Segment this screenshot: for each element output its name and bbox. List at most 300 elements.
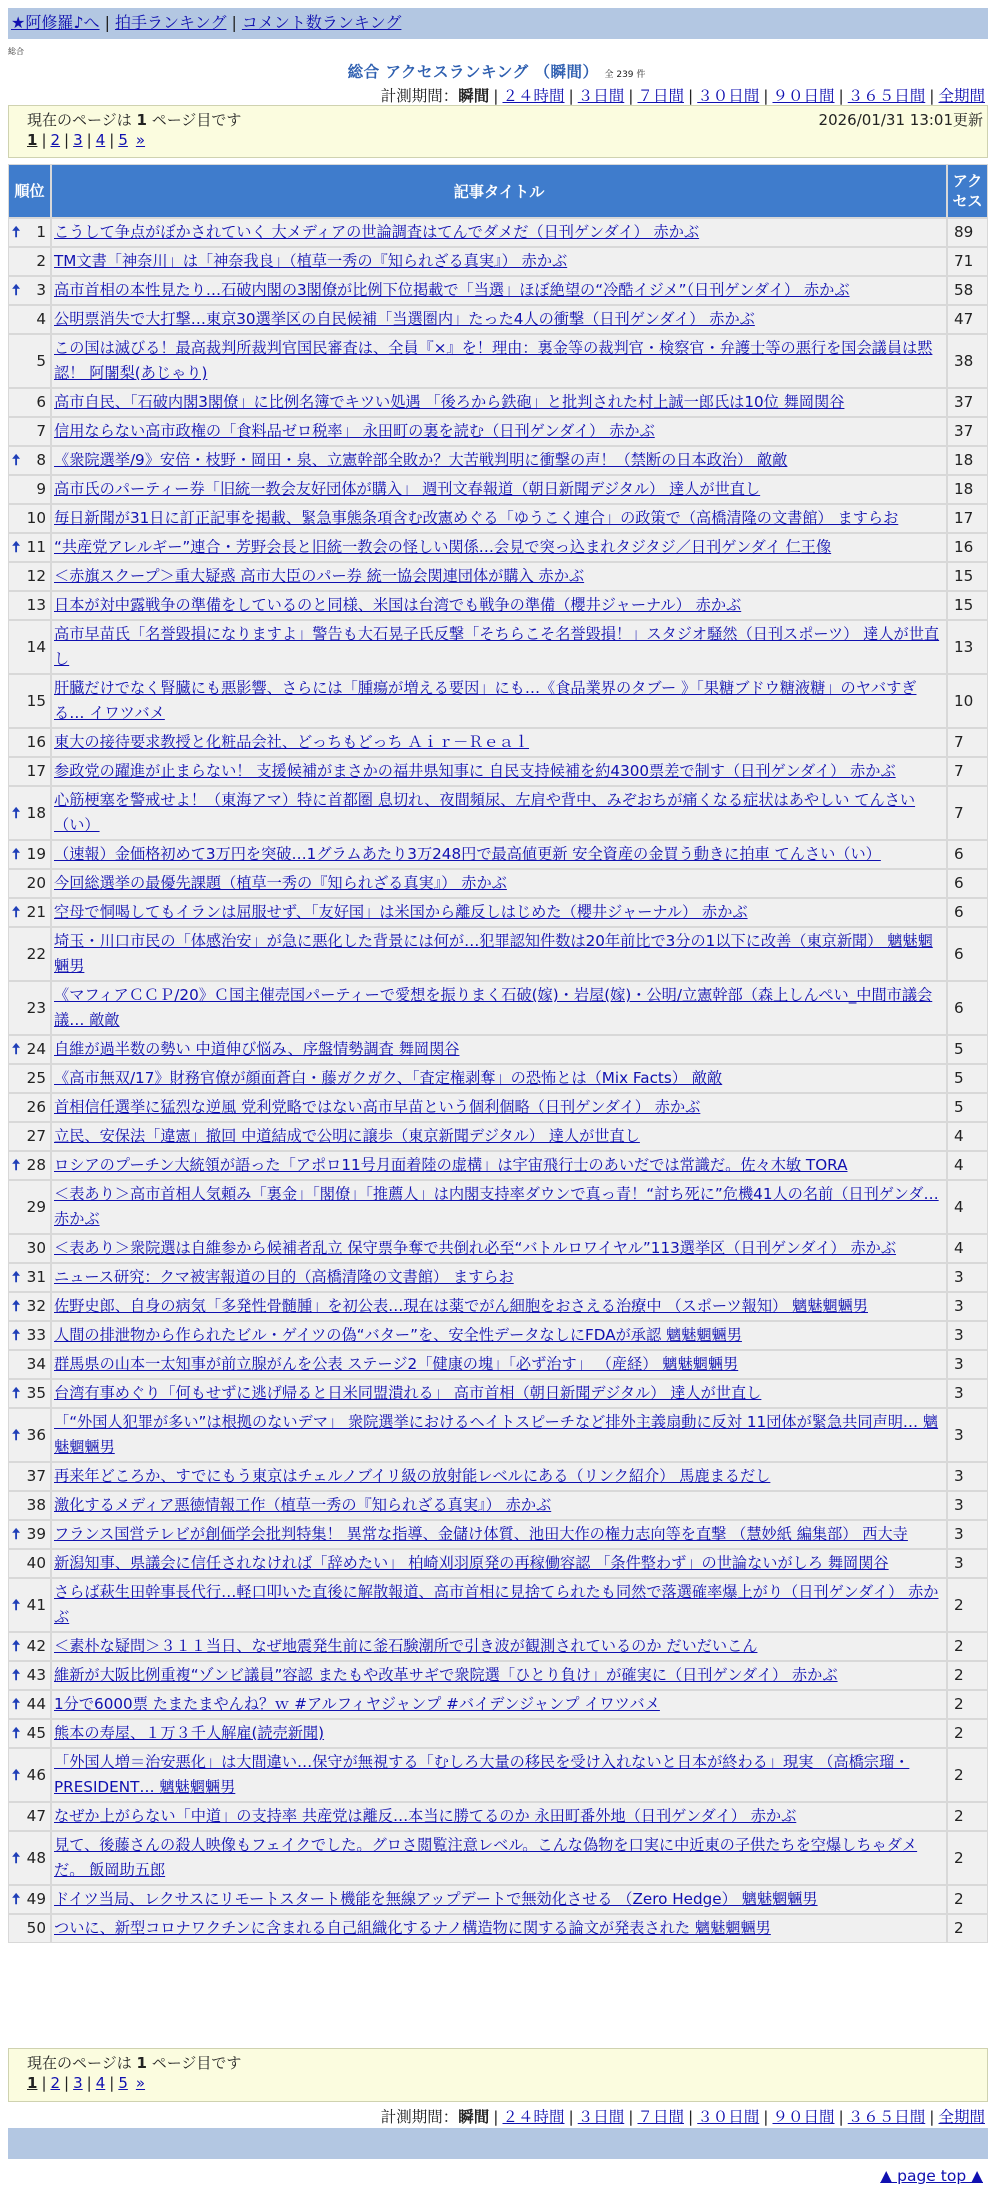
period-separator: | (929, 2108, 935, 2126)
rank-cell (8, 1408, 51, 1462)
title-cell (51, 1690, 947, 1719)
rank-cell (8, 475, 51, 504)
rank-number: 25 (26, 1069, 46, 1087)
access-count: 38 (947, 334, 988, 388)
title-cell (51, 1914, 947, 1943)
access-count: 2 (947, 1885, 988, 1914)
rank-cell (8, 1180, 51, 1234)
title-cell (51, 981, 947, 1035)
article-link[interactable]: 維新が大阪比例重複“ゾンビ議員”容認 またもや改革サギで衆院選「ひとり負け」が確実に（日刊ゲンダイ） 赤かぶ (54, 1666, 838, 1684)
article-link[interactable]: 高市首相の本性見たり…石破内閣の3閣僚が比例下位掲載で「当選」ほぼ絶望の“冷酷イジメ”（日刊ゲンダイ） 赤かぶ (54, 281, 850, 299)
article-link[interactable]: ドイツ当局、レクサスにリモートスタート機能を無線アップデートで無効化させる （Zero Hedge） 魑魅魍魎男 (54, 1890, 818, 1908)
rank-number: 24 (26, 1040, 46, 1058)
rank-cell (8, 591, 51, 620)
article-link[interactable]: ロシアのプーチン大統領が語った「アポロ11号月面着陸の虚構」は宇宙飛行士のあいだでは常識だ。佐々木敏 TORA (54, 1156, 848, 1174)
up-arrow-icon: 🠅 (12, 903, 21, 921)
table-row (8, 1831, 988, 1885)
page-separator: | (109, 131, 115, 149)
rank-number: 37 (26, 1467, 46, 1485)
next-page-link[interactable]: » (135, 2074, 146, 2092)
up-arrow-icon: 🠅 (12, 1595, 21, 1614)
page-number-link[interactable]: 4 (95, 131, 106, 149)
rank-number: 27 (26, 1127, 46, 1145)
article-link[interactable]: 埼玉・川口市民の「体感治安」が急に悪化した背景には何が…犯罪認知件数は20年前比で3分の1以下に改善（東京新聞） 魑魅魍魎男 (54, 932, 933, 975)
title-cell (51, 1321, 947, 1350)
title-cell (51, 1379, 947, 1408)
article-link[interactable]: 再来年どころか、すでにもう東京はチェルノブイリ級の放射能レベルにある（リンク紹介） 馬鹿まるだし (54, 1467, 771, 1485)
nav-separator: | (231, 13, 237, 32)
article-link[interactable]: 高市氏のパーティー券「旧統一教会友好団体が購入」 週刊文春報道（朝日新聞デジタル） 達人が世直し (54, 480, 761, 498)
article-link[interactable]: ＜表あり＞高市首相人気頼み「裏金」「閣僚」「推薦人」は内閣支持率ダウンで真っ青！“討ち死に”危機41人の名前（日刊ゲンダ… 赤かぶ (54, 1185, 939, 1228)
title-cell (51, 840, 947, 869)
access-count: 7 (947, 728, 988, 757)
table-row (8, 276, 988, 305)
access-count: 2 (947, 1690, 988, 1719)
rank-cell (8, 1035, 51, 1064)
title-cell (51, 591, 947, 620)
table-row (8, 218, 988, 247)
article-link[interactable]: 人間の排泄物から作られたビル・ゲイツの偽“バター”を、安全性データなしにFDAが承認 魑魅魍魎男 (54, 1326, 742, 1344)
rank-cell (8, 786, 51, 840)
up-arrow-icon: 🠅 (12, 1268, 21, 1286)
period-current: 瞬間 (458, 87, 490, 105)
up-arrow-icon: 🠅 (12, 1637, 21, 1655)
up-arrow-icon: 🠅 (12, 803, 21, 822)
article-link[interactable]: 信用ならない高市政権の「食料品ゼロ税率」 永田町の裏を読む（日刊ゲンダイ） 赤かぶ (54, 422, 655, 440)
period-link[interactable]: ３６５日間 (847, 87, 926, 105)
access-count: 6 (947, 981, 988, 1035)
rank-cell (8, 1234, 51, 1263)
rank-cell (8, 1690, 51, 1719)
article-link[interactable]: “共産党アレルギー”連合・芳野会長と旧統一教会の怪しい関係…会見で突っ込まれタジタジ／日刊ゲンダイ 仁王像 (54, 538, 832, 556)
article-link[interactable]: 日本が対中露戦争の準備をしているのと同様、米国は台湾でも戦争の準備（櫻井ジャーナル） 赤かぶ (54, 596, 742, 614)
rank-number: 46 (26, 1765, 46, 1784)
page-separator: | (109, 2074, 115, 2092)
article-link[interactable]: 今回総選挙の最優先課題（植草一秀の『知られざる真実』） 赤かぶ (54, 874, 507, 892)
table-row (8, 388, 988, 417)
period-link[interactable]: ３６５日間 (847, 2108, 926, 2126)
title-cell (51, 757, 947, 786)
period-separator: | (493, 2108, 499, 2126)
article-link[interactable]: フランス国営テレビが創価学会批判特集！ 異常な指導、金儲け体質、池田大作の権力志向等を直撃 （慧妙紙 編集部） 西大寺 (54, 1525, 908, 1543)
title-cell (51, 1491, 947, 1520)
access-count: 2 (947, 1661, 988, 1690)
article-link[interactable]: 自維が過半数の勢い 中道伸び悩み、序盤情勢調査 舞岡関谷 (54, 1040, 460, 1058)
table-row (8, 927, 988, 981)
article-link[interactable]: 見て、後藤さんの殺人映像もフェイクでした。グロさ閲覧注意レベル。こんな偽物を口実に中近東の子供たちを空爆しちゃダメだ。 飯岡助五郎 (54, 1836, 918, 1879)
rank-number: 4 (36, 310, 46, 328)
rank-cell (8, 757, 51, 786)
period-separator: | (628, 2108, 634, 2126)
page-separator: | (41, 131, 47, 149)
up-arrow-icon: 🠅 (12, 1040, 21, 1058)
up-arrow-icon: 🠅 (12, 1297, 21, 1315)
table-row (8, 898, 988, 927)
up-arrow-icon: 🠅 (12, 1326, 21, 1344)
page-number-current: 1 (27, 2074, 38, 2092)
rank-number: 19 (26, 845, 46, 863)
access-count: 3 (947, 1520, 988, 1549)
up-arrow-icon: 🠅 (12, 538, 21, 556)
table-row (8, 504, 988, 533)
current-page-text: 現在のページは 1 ページ目です (27, 2054, 242, 2072)
nav-separator: | (104, 13, 110, 32)
title-cell (51, 1408, 947, 1462)
access-count: 89 (947, 218, 988, 247)
article-link[interactable]: ついに、新型コロナワクチンに含まれる自己組織化するナノ構造物に関する論文が発表された 魑魅魍魎男 (54, 1919, 771, 1937)
rank-cell (8, 218, 51, 247)
applause-ranking-link[interactable]: 拍手ランキング (114, 13, 227, 32)
article-link[interactable]: 《マフィアＣＣＰ/20》Ｃ国主催売国パーティーで愛想を振りまく石破(嫁)・岩屋(嫁)・公明/立憲幹部（森上しんぺい_中間市議会議… 敵敵 (54, 986, 933, 1029)
article-link[interactable]: 《衆院選挙/9》安倍・枝野・岡田・泉、立憲幹部全敗か？大苦戦判明に衝撃の声！（禁断の日本政治） 敵敵 (54, 451, 788, 469)
updated-timestamp: 2026/01/31 13:01更新 (818, 111, 983, 129)
period-link[interactable]: ２４時間 (502, 87, 565, 105)
rank-number: 41 (26, 1595, 46, 1614)
table-row (8, 981, 988, 1035)
table-row (8, 1321, 988, 1350)
article-link[interactable]: 立民、安保法「違憲」撤回 中道結成で公明に譲歩（東京新聞デジタル） 達人が世直し (54, 1127, 640, 1145)
table-row (8, 1719, 988, 1748)
access-count: 2 (947, 1748, 988, 1802)
table-row (8, 591, 988, 620)
article-link[interactable]: 空母で恫喝してもイランは屈服せず、「友好国」は米国から離反しはじめた（櫻井ジャーナル） 赤かぶ (54, 903, 748, 921)
table-row (8, 1914, 988, 1943)
period-link[interactable]: ３日間 (577, 87, 625, 105)
access-count: 5 (947, 1035, 988, 1064)
table-row (8, 840, 988, 869)
rank-cell (8, 247, 51, 276)
access-count: 3 (947, 1321, 988, 1350)
access-count: 3 (947, 1379, 988, 1408)
table-row (8, 562, 988, 591)
rank-cell (8, 620, 51, 674)
rank-number: 29 (26, 1197, 46, 1216)
rank-cell (8, 1520, 51, 1549)
up-arrow-icon: 🠅 (12, 1724, 21, 1742)
next-page-link[interactable]: » (135, 131, 146, 149)
rank-number: 15 (26, 691, 46, 710)
title-cell (51, 1064, 947, 1093)
article-link[interactable]: 「外国人増＝治安悪化」は大間違い…保守が無視する「むしろ大量の移民を受け入れないと日本が終わる」現実 （高橋宗瑠・PRESIDENT… 魑魅魍魎男 (54, 1753, 910, 1796)
table-row (8, 728, 988, 757)
rank-cell (8, 1122, 51, 1151)
article-link[interactable]: 参政党の躍進が止まらない！ 支援候補がまさかの福井県知事に 自民支持候補を約4300票差で制す（日刊ゲンダイ） 赤かぶ (54, 762, 896, 780)
rank-cell (8, 417, 51, 446)
rank-cell (8, 1151, 51, 1180)
article-link[interactable]: 1分で6000票 たまたまやんね？ｗ #アルフィヤジャンプ #バイデンジャンプ イワツバメ (54, 1695, 660, 1713)
title-cell (51, 446, 947, 475)
period-separator: | (493, 87, 499, 105)
article-link[interactable]: ＜表あり＞衆院選は自維参から候補者乱立 保守票争奪で共倒れ必至“バトルロワイヤル”113選挙区（日刊ゲンダイ） 赤かぶ (54, 1239, 897, 1257)
access-count: 71 (947, 247, 988, 276)
rank-number: 2 (36, 252, 46, 270)
bottom-bar (8, 2128, 988, 2159)
up-arrow-icon: 🠅 (12, 1425, 21, 1444)
page-number-link[interactable]: 3 (73, 2074, 83, 2092)
access-count: 3 (947, 1491, 988, 1520)
period-link[interactable]: ３０日間 (697, 2108, 760, 2126)
article-link[interactable]: なぜか上がらない「中道」の支持率 共産党は離反…本当に勝てるのか 永田町番外地（日刊ゲンダイ） 赤かぶ (54, 1807, 797, 1825)
rank-number: 13 (26, 596, 46, 614)
title-cell (51, 1151, 947, 1180)
rank-number: 49 (26, 1890, 46, 1908)
table-row (8, 786, 988, 840)
period-separator: | (628, 87, 634, 105)
article-link[interactable]: 「“外国人犯罪が多い”は根拠のないデマ」 衆院選挙におけるヘイトスピーチなど排外主義扇動に反対 11団体が緊急共同声明… 魑魅魍魎男 (54, 1413, 939, 1456)
ranking-title: 総合 アクセスランキング （瞬間） (347, 63, 599, 81)
rank-cell (8, 1350, 51, 1379)
page-separator: | (41, 2074, 47, 2092)
access-count: 3 (947, 1350, 988, 1379)
rank-cell (8, 334, 51, 388)
pagination-bottom (27, 2074, 145, 2092)
article-link[interactable]: 高市早苗氏「名誉毀損になりますよ」警告も大石晃子氏反撃「そちらこそ名誉毀損！」スタジオ騒然（日刊スポーツ） 達人が世直し (54, 625, 940, 668)
table-row (8, 1180, 988, 1234)
title-cell (51, 898, 947, 927)
rank-number: 28 (26, 1156, 46, 1174)
period-link[interactable]: ２４時間 (502, 2108, 565, 2126)
title-cell (51, 388, 947, 417)
page-number-link[interactable]: 4 (95, 2074, 106, 2092)
rank-number: 14 (26, 637, 46, 656)
home-link[interactable]: ★阿修羅♪へ (11, 13, 100, 32)
page-number-link[interactable]: 5 (118, 131, 128, 149)
rank-number: 44 (26, 1695, 46, 1713)
title-cell (51, 1462, 947, 1491)
title-cell (51, 1520, 947, 1549)
period-link[interactable]: ７日間 (637, 87, 684, 105)
table-row (8, 533, 988, 562)
page-number-link[interactable]: 2 (50, 2074, 61, 2092)
up-arrow-icon: 🠅 (12, 1890, 21, 1908)
table-row (8, 1234, 988, 1263)
article-link[interactable]: 《高市無双/17》財務官僚が顔面蒼白・藤ガクガク、「査定権剥奪」の恐怖とは（Mix Facts） 敵敵 (54, 1069, 723, 1087)
access-count: 2 (947, 1831, 988, 1885)
access-count: 3 (947, 1263, 988, 1292)
rank-cell (8, 840, 51, 869)
title-cell (51, 786, 947, 840)
up-arrow-icon: 🠅 (12, 223, 21, 241)
table-row (8, 757, 988, 786)
rank-cell (8, 276, 51, 305)
article-link[interactable]: 毎日新聞が31日に訂正記事を掲載、緊急事態条項含む改憲めぐる「ゆうこく連合」の政策で（高橋清隆の文書館） ますらお (54, 509, 899, 527)
article-link[interactable]: TM文書「神奈川」は「神奈我良」（植草一秀の『知られざる真実』） 赤かぶ (54, 252, 568, 270)
rank-number: 18 (26, 803, 46, 822)
period-separator: | (688, 2108, 694, 2126)
rank-number: 22 (26, 944, 46, 963)
up-arrow-icon: 🠅 (12, 1695, 21, 1713)
rank-cell (8, 674, 51, 728)
rank-number: 10 (26, 509, 46, 527)
table-row (8, 1350, 988, 1379)
up-arrow-icon: 🠅 (12, 281, 21, 299)
access-count: 37 (947, 417, 988, 446)
title-cell (51, 1263, 947, 1292)
period-link[interactable]: ９０日間 (772, 87, 835, 105)
access-count: 3 (947, 1462, 988, 1491)
top-nav-bar (8, 8, 988, 39)
table-row (8, 1379, 988, 1408)
rank-cell (8, 927, 51, 981)
article-link[interactable]: 激化するメディア悪徳情報工作（植草一秀の『知られざる真実』） 赤かぶ (54, 1496, 552, 1514)
table-row (8, 1748, 988, 1802)
title-cell (51, 1802, 947, 1831)
period-link[interactable]: 全期間 (938, 87, 985, 105)
article-link[interactable]: 台湾有事めぐり「何もせずに逃げ帰ると日米同盟潰れる」 高市首相（朝日新聞デジタル） 達人が世直し (54, 1384, 762, 1402)
title-cell (51, 305, 947, 334)
period-link[interactable]: ７日間 (637, 2108, 684, 2126)
rank-cell (8, 446, 51, 475)
rank-number: 8 (36, 451, 46, 469)
article-link[interactable]: 心筋梗塞を警戒せよ！（東海アマ）特に首都圏 息切れ、夜間頻尿、左肩や背中、みぞおちが痛くなる症状はあやしい てんさい（い） (54, 791, 916, 834)
access-count: 5 (947, 1064, 988, 1093)
rank-number: 12 (26, 567, 46, 585)
article-link[interactable]: 東大の接待要求教授と化粧品会社、どっちもどっち Ａｉｒ－Ｒｅａｌ (54, 733, 530, 751)
rank-cell (8, 305, 51, 334)
rank-number: 50 (26, 1919, 46, 1937)
article-link[interactable]: ＜素朴な疑問＞３１１当日、なぜ地震発生前に釜石験潮所で引き波が観測されているのか だいだいこん (54, 1637, 758, 1655)
access-count: 7 (947, 786, 988, 840)
access-count: 4 (947, 1234, 988, 1263)
article-link[interactable]: 新潟知事、県議会に信任されなければ「辞めたい」 柏崎刈羽原発の再稼働容認 「条件整わず」の世論ないがしろ 舞岡関谷 (54, 1554, 889, 1572)
period-link[interactable]: ９０日間 (772, 2108, 835, 2126)
up-arrow-icon: 🠅 (12, 1765, 21, 1784)
access-count: 2 (947, 1632, 988, 1661)
table-row (8, 674, 988, 728)
title-cell (51, 1748, 947, 1802)
table-row (8, 1093, 988, 1122)
rank-number: 38 (26, 1496, 46, 1514)
period-selector-top (381, 84, 985, 106)
title-cell (51, 1035, 947, 1064)
rank-number: 7 (36, 422, 46, 440)
page-top-link[interactable]: ▲ page top ▲ (880, 2167, 983, 2185)
rank-cell (8, 388, 51, 417)
title-cell (51, 417, 947, 446)
period-selector-bottom (381, 2105, 985, 2127)
table-row (8, 1064, 988, 1093)
comment-ranking-link[interactable]: コメント数ランキング (241, 13, 402, 32)
rank-cell (8, 1578, 51, 1632)
article-link[interactable]: （速報）金価格初めて3万円を突破…1グラムあたり3万248円で最高値更新 安全資産の金買う動きに拍車 てんさい（い） (54, 845, 881, 863)
pager-box-bottom (8, 2048, 988, 2102)
article-link[interactable]: 群馬県の山本一太知事が前立腺がんを公表 ステージ2「健康の塊」「必ず治す」 （産経） 魑魅魍魎男 (54, 1355, 739, 1373)
rank-cell (8, 1831, 51, 1885)
period-link[interactable]: 全期間 (938, 2108, 985, 2126)
access-count: 10 (947, 674, 988, 728)
access-count: 16 (947, 533, 988, 562)
rank-cell (8, 1321, 51, 1350)
article-link[interactable]: 公明票消失で大打撃…東京30選挙区の自民候補「当選圏内」たった4人の衝撃（日刊ゲンダイ） 赤かぶ (54, 310, 755, 328)
rank-cell (8, 728, 51, 757)
title-cell (51, 247, 947, 276)
table-row (8, 1263, 988, 1292)
rank-number: 26 (26, 1098, 46, 1116)
up-arrow-icon: 🠅 (12, 1525, 21, 1543)
table-row (8, 1151, 988, 1180)
table-row (8, 247, 988, 276)
period-separator: | (568, 2108, 574, 2126)
article-link[interactable]: さらば萩生田幹事長代行…軽口叩いた直後に解散報道、高市首相に見捨てられたも同然で落選確率爆上がり（日刊ゲンダイ） 赤かぶ (54, 1583, 939, 1626)
title-cell (51, 1831, 947, 1885)
title-cell (51, 1632, 947, 1661)
rank-cell (8, 1661, 51, 1690)
access-count: 3 (947, 1408, 988, 1462)
page-separator: | (64, 131, 70, 149)
pager-box-top (8, 105, 988, 158)
period-link[interactable]: ３日間 (577, 2108, 625, 2126)
up-arrow-icon: 🠅 (12, 1848, 21, 1867)
title-cell (51, 533, 947, 562)
rank-number: 43 (26, 1666, 46, 1684)
up-arrow-icon: 🠅 (12, 451, 21, 469)
page-number-link[interactable]: 2 (50, 131, 61, 149)
access-count: 2 (947, 1719, 988, 1748)
rank-number: 17 (26, 762, 46, 780)
article-link[interactable]: 首相信任選挙に猛烈な逆風 党利党略ではない高市早苗という個利個略（日刊ゲンダイ） 赤かぶ (54, 1098, 701, 1116)
article-link[interactable]: こうして争点がぼかされていく 大メディアの世論調査はてんでダメだ（日刊ゲンダイ） 赤かぶ (54, 223, 700, 241)
title-cell (51, 1234, 947, 1263)
table-row (8, 1802, 988, 1831)
access-count: 37 (947, 388, 988, 417)
access-count: 6 (947, 898, 988, 927)
title-cell (51, 1549, 947, 1578)
rank-cell (8, 1719, 51, 1748)
page-number-link[interactable]: 3 (73, 131, 83, 149)
pagination-top (27, 131, 145, 149)
category-label: 総合 (8, 47, 24, 56)
rank-number: 16 (26, 733, 46, 751)
table-row (8, 1690, 988, 1719)
page-separator: | (86, 2074, 92, 2092)
rank-number: 45 (26, 1724, 46, 1742)
period-separator: | (929, 87, 935, 105)
title-cell (51, 1578, 947, 1632)
rank-number: 3 (36, 281, 46, 299)
article-link[interactable]: 高市自民、「石破内閣3閣僚」に比例名簿でキツい処遇 「後ろから鉄砲」と批判された村上誠一郎氏は10位 舞岡関谷 (54, 393, 845, 411)
period-current: 瞬間 (458, 2108, 490, 2126)
period-separator: | (763, 2108, 769, 2126)
title-cell (51, 674, 947, 728)
article-link[interactable]: 肝臓だけでなく腎臓にも悪影響、さらには「腫瘍が増える要因」にも…《食品業界のタブー 》「果糖ブドウ糖液糖」のヤバすぎる… イワツバメ (54, 679, 917, 722)
title-cell (51, 1093, 947, 1122)
rank-cell (8, 1462, 51, 1491)
rank-cell (8, 869, 51, 898)
title-cell (51, 869, 947, 898)
rank-number: 21 (26, 903, 46, 921)
access-column-header: アクセス (947, 164, 988, 218)
article-link[interactable]: ＜赤旗スクープ＞重大疑惑 高市大臣のパー券 統一協会関連団体が購入 赤かぶ (54, 567, 585, 585)
access-count: 5 (947, 1093, 988, 1122)
article-link[interactable]: 佐野史郎、自身の病気「多発性骨髄腫」を初公表…現在は薬でがん細胞をおさえる治療中 （スポーツ報知） 魑魅魍魎男 (54, 1297, 868, 1315)
article-link[interactable]: ニュース研究：クマ被害報道の目的（高橋清隆の文書館） ますらお (54, 1268, 514, 1286)
rank-number: 36 (26, 1425, 46, 1444)
period-separator: | (568, 87, 574, 105)
table-row (8, 1578, 988, 1632)
rank-cell (8, 1748, 51, 1802)
rank-number: 23 (26, 998, 46, 1017)
article-link[interactable]: 熊本の寿屋、１万３千人解雇(読売新聞) (54, 1724, 325, 1742)
title-cell (51, 1661, 947, 1690)
access-count: 6 (947, 927, 988, 981)
article-link[interactable]: この国は滅びる！最高裁判所裁判官国民審査は、全員『×』を！理由：裏金等の裁判官・検察官・弁護士等の悪行を国会議員は黙認！ 阿闍梨(あじゃり) (54, 339, 933, 382)
title-cell (51, 620, 947, 674)
access-count: 4 (947, 1180, 988, 1234)
table-row (8, 1632, 988, 1661)
period-link[interactable]: ３０日間 (697, 87, 760, 105)
page-number-link[interactable]: 5 (118, 2074, 128, 2092)
title-cell (51, 562, 947, 591)
